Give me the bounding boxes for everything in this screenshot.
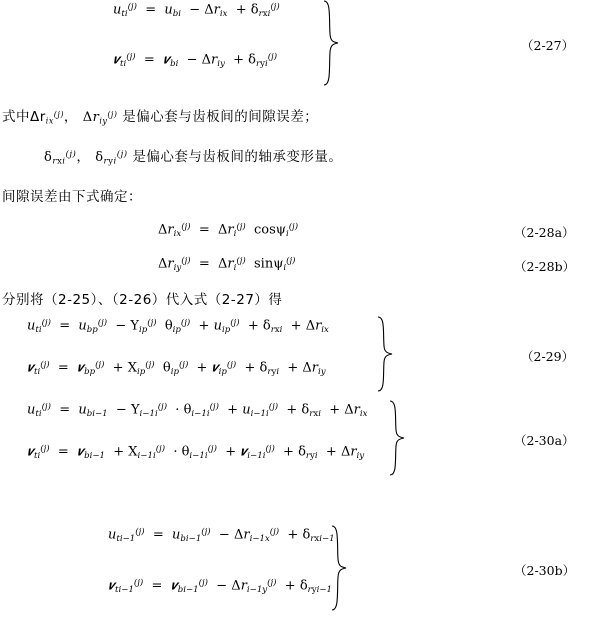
note-line-gap-determined: 间隙误差由下式确定： [2,189,142,205]
note-bearing-comma: ， [76,149,91,165]
equation-2-30b-line-2: 𝒗$_{ti-1}^{(j)}$ = 𝒗$_{bi-1}^{(j)}$ − $\Delta r_{i-1y}^{(j)} + \delta_{ryi-1}$ [108,578,333,596]
equation-tag-2-28b: （2-28b） [514,259,576,274]
note-line-bearing: $\delta_{rxi}^{(j)}$， $\delta_{ryi}^{(j)}$ 是偏心套与齿板间的轴承变形量。 [44,149,343,167]
note-clearance-comma: ， [63,109,78,125]
brace-2-30a [388,400,408,476]
equation-tag-2-30a: （2-30a） [514,433,575,448]
brace-2-29 [376,316,396,392]
brace-2-27 [322,0,342,86]
equation-2-28a: $\Delta r_{ix}^{(j)} = \Delta r_i^{(j)}$ cosψ$_i^{(j)}$ [158,222,299,240]
note-line-substitute: 分别将（2-25）、（2-26）代入式（2-27）得 [2,292,283,308]
equation-2-27-line-1: $u_{ti}^{(j)} = u_{bi} - \Delta r_{ix} + \delta_{rxi}^{(j)}$ [113,2,280,20]
equation-tag-2-27: （2-27） [521,38,575,53]
equation-2-28b: $\Delta r_{iy}^{(j)} = \Delta r_i^{(j)}$ sinψ$_i^{(j)}$ [158,256,296,274]
equation-tag-2-29: （2-29） [521,349,575,364]
equation-2-29-line-2: 𝒗$_{ti}^{(j)}$ = 𝒗$_{bp}^{(j)}$ + $X_{ip}^{(j)}$ $\theta_{ip}^{(j)}$ + 𝒗$_{ip}^{(j)}$ + $\delta_{ryi} + \Delta r_{iy}$ [27,360,326,378]
equation-tag-2-30b: （2-30b） [514,563,576,578]
equation-2-29-line-1: $u_{ti}^{(j)} = u_{bp}^{(j)} - Y_{ip}^{(j)}$ $\theta_{ip}^{(j)} + u_{ip}^{(j)} + \delta_{rxi} + \Delta r_{ix}$ [27,318,329,336]
brace-2-30b [330,525,350,611]
equation-2-30a-line-2: 𝒗$_{ti}^{(j)}$ = 𝒗$_{bi-1}$ + $X_{i-1i}^{(j)} \cdot \theta_{i-1i}^{(j)}$ + 𝒗$_{i-1i}^{(j)}$ + $\delta_{ryi} + \Delta r_{iy}$ [27,444,365,462]
note-clearance-prefix: 式中Δr [2,109,46,125]
equation-tag-2-28a: （2-28a） [514,225,575,240]
note-clearance-suffix: 是偏心套与齿板间的间隙误差； [122,109,319,125]
equation-2-30b-line-1: $u_{ti-1}^{(j)} = u_{bi-1}^{(j)} - \Delta r_{i-1x}^{(j)} + \delta_{rxi-1}$ [108,527,335,545]
equation-2-27-line-2: 𝒗$_{ti}^{(j)}$ = 𝒗$_{bi}$ − $\Delta r_{iy} + \delta_{ryi}^{(j)}$ [113,52,278,70]
note-line-clearance: 式中$\Delta r_{ix}^{(j)}$， $\Delta r_{iy}^{(j)}$ 是偏心套与齿板间的间隙误差； [2,109,319,126]
note-bearing-suffix: 是偏心套与齿板间的轴承变形量。 [132,149,343,165]
equation-2-30a-line-1: $u_{ti}^{(j)} = u_{bi-1} - Y_{i-1i}^{(j)} \cdot \theta_{i-1i}^{(j)} + u_{i-1i}^{(j)} + \delta_{rxi} + \Delta r_{ix}$ [27,402,368,420]
